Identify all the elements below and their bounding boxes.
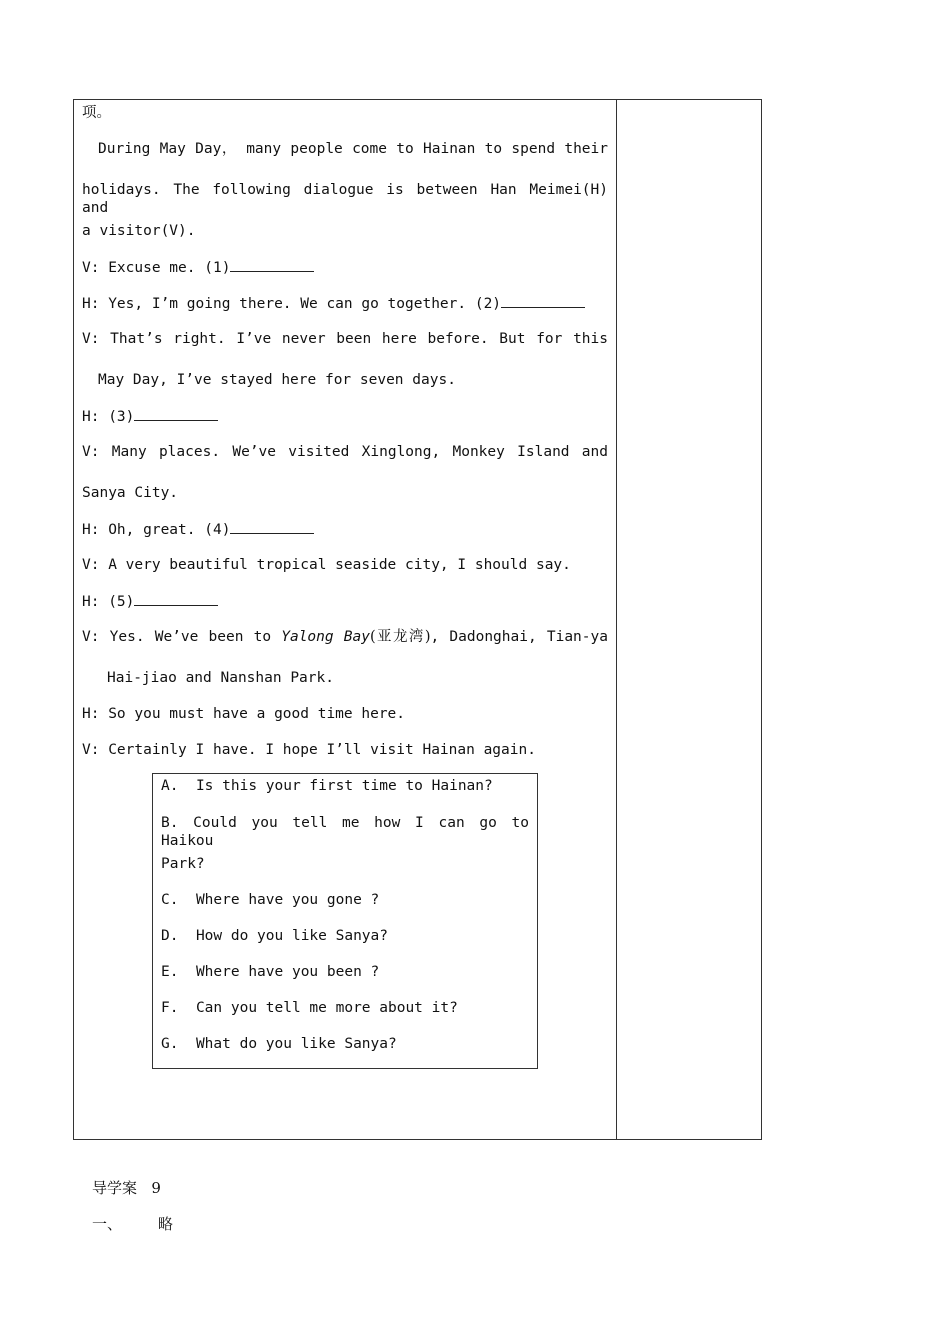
- dialogue-line-5-cont: Sanya City.: [82, 485, 179, 501]
- intro-fragment: 项。: [82, 105, 111, 121]
- answer-blank-1[interactable]: [230, 258, 314, 272]
- option-f: F. Can you tell me more about it?: [161, 1000, 458, 1016]
- intro-line-3: a visitor(V).: [82, 223, 196, 239]
- option-c: C. Where have you gone ?: [161, 892, 380, 908]
- dialogue-line-5: V: Many places. We’ve visited Xinglong, Monkey Island and: [82, 444, 608, 460]
- dialogue-line-1: V: Excuse me. (1): [82, 258, 314, 277]
- option-b-cont: Park?: [161, 856, 205, 872]
- option-b: B. Could you tell me how I can go to Haikou: [161, 815, 529, 849]
- footer-title: 导学案 9: [92, 1179, 161, 1197]
- answer-blank-3[interactable]: [134, 407, 218, 421]
- footer-section: 一、: [92, 1215, 123, 1233]
- dialogue-line-3-cont: May Day, I’ve stayed here for seven days.: [98, 372, 456, 388]
- intro-line-2: holidays. The following dialogue is between Han Meimei(H) and: [82, 182, 608, 216]
- intro-line-1: During May Day， many people come to Hainan to spend their: [98, 141, 608, 157]
- dialogue-line-2: H: Yes, I’m going there. We can go together. (2): [82, 294, 585, 313]
- answer-blank-4[interactable]: [230, 520, 314, 534]
- dialogue-line-8: H: (5): [82, 592, 218, 611]
- dialogue-line-7: V: A very beautiful tropical seaside city, I should say.: [82, 557, 571, 573]
- dialogue-line-3: V: That’s right. I’ve never been here before. But for this: [82, 331, 608, 347]
- option-d: D. How do you like Sanya?: [161, 928, 388, 944]
- dialogue-line-9: V: Yes. We’ve been to Yalong Bay(亚龙湾), Dadonghai, Tian-ya: [82, 629, 608, 645]
- dialogue-line-9-cont: Hai-jiao and Nanshan Park.: [107, 670, 334, 686]
- dialogue-line-11: V: Certainly I have. I hope I’ll visit Hainan again.: [82, 742, 536, 758]
- footer-note: 略: [158, 1215, 174, 1233]
- answer-blank-5[interactable]: [134, 592, 218, 606]
- dialogue-line-10: H: So you must have a good time here.: [82, 706, 406, 722]
- dialogue-line-6: H: Oh, great. (4): [82, 520, 314, 539]
- dialogue-line-4: H: (3): [82, 407, 218, 426]
- answer-blank-2[interactable]: [501, 294, 585, 308]
- column-divider: [616, 99, 617, 1140]
- option-a: A. Is this your first time to Hainan?: [161, 778, 493, 794]
- option-e: E. Where have you been ?: [161, 964, 380, 980]
- option-g: G. What do you like Sanya?: [161, 1036, 397, 1052]
